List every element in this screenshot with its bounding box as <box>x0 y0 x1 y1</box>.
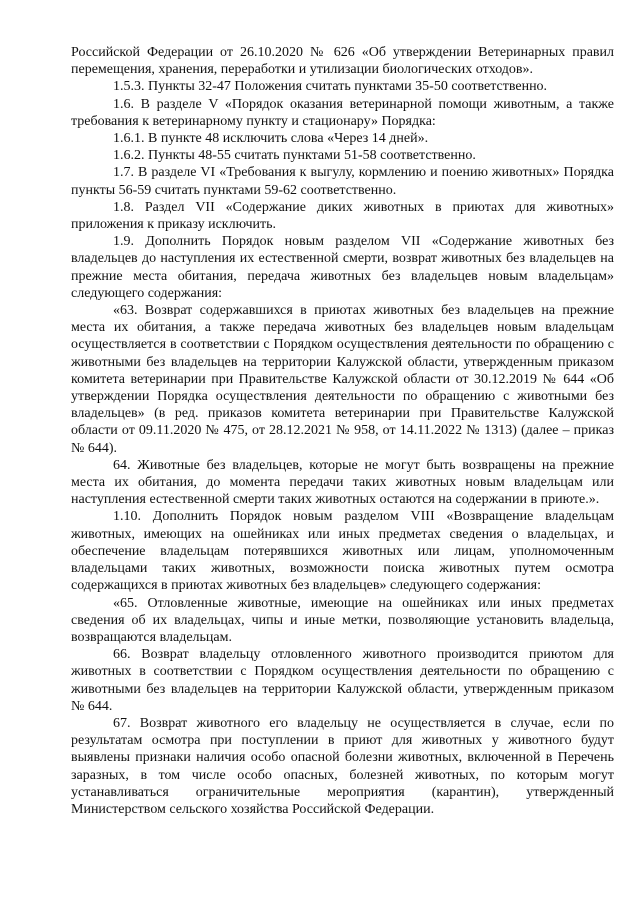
paragraph-1-10: 1.10. Дополнить Порядок новым разделом VIII «Возвращение владельцам животных, имеющих на ошейниках или иных предметах сведения о владельцах, и обеспечение владельцам потерявшихся животных или лицам, уполномоченным владельцами таких животных, возможности поиска животных путем осмотра содержащихся в приютах животных без владельцев» следующего содержания: <box>71 509 614 594</box>
paragraph-1-6-2: 1.6.2. Пункты 48-55 считать пунктами 51-58 соответственно. <box>113 148 476 164</box>
paragraph-64: 64. Животные без владельцев, которые не могут быть возвращены на прежние места их обитания, до момента передачи таких животных новым владельцам или наступления естественной смерти таких животных остаются на содержании в приюте.». <box>71 457 614 508</box>
paragraph-65: «65. Отловленные животные, имеющие на ошейниках или иных предметах сведения об их владельцах, чипы и иные метки, позволяющие установить владельца, возвращаются владельцам. <box>71 595 614 645</box>
paragraph-67: 67. Возврат животного его владельцу не осуществляется в случае, если по результатам осмотра при поступлении в приют для животных у животного будут выявлены признаки наличия особо опасной болезни животных, включенной в Перечень заразных, в том числе особо опасных, болезней животных, по которым могут устанавливаться ограничительные мероприятия (карантин), утвержденный Министерством сельского хозяйства Российской Федерации. <box>71 715 614 817</box>
paragraph-66: 66. Возврат владельцу отловленного животного производится приютом для животных в соответствии с Порядком осуществления деятельности по обращению с животными без владельцев на территории Калужской области, утвержденным приказом № 644. <box>71 647 614 714</box>
paragraph-continuation: Российской Федерации от 26.10.2020 № 626 «Об утверждении Ветеринарных правил перемещения, хранения, переработки и утилизации биологических отходов». <box>71 45 614 78</box>
paragraph-1-6: 1.6. В разделе V «Порядок оказания ветеринарной помощи животным, а также требования к ветеринарному пункту и стационару» Порядка: <box>71 96 614 129</box>
paragraph-1-6-1: 1.6.1. В пункте 48 исключить слова «Через 14 дней». <box>113 131 429 147</box>
paragraph-1-9: 1.9. Дополнить Порядок новым разделом VII «Содержание животных без владельцев до наступления их естественной смерти, возврат животных без владельцев на прежние места обитания, передача животных без владельцев новым владельцам» следующего содержания: <box>71 234 614 301</box>
paragraph-1-8: 1.8. Раздел VII «Содержание диких животных в приютах для животных» приложения к приказу исключить. <box>71 199 614 233</box>
paragraph-1-5-3: 1.5.3. Пункты 32-47 Положения считать пунктами 35-50 соответственно. <box>113 79 548 95</box>
paragraph-1-7: 1.7. В разделе VI «Требования к выгулу, кормлению и поению животных» Порядка пункты 56-59 считать пунктами 59-62 соответственно. <box>71 165 614 198</box>
paragraph-63: «63. Возврат содержавшихся в приютах животных без владельцев на прежние места их обитания, а также передача животных без владельцев новым владельцам осуществляется в соответствии с Порядком осуществления деятельности по обращению с животными без владельцев на территории Калужской области, утвержденным приказом комитета ветеринарии при Правительстве Калужской области от 30.12.2019 № 644 «Об утверждении Порядка осуществления деятельности по обращению с животными без владельцев» (в ред. приказов комитета ветеринарии при Правительстве Калужской области от 09.11.2020 № 475, от 28.12.2021 № 958, от 14.11.2022 № 1313) (далее – приказ № 644). <box>71 303 614 456</box>
